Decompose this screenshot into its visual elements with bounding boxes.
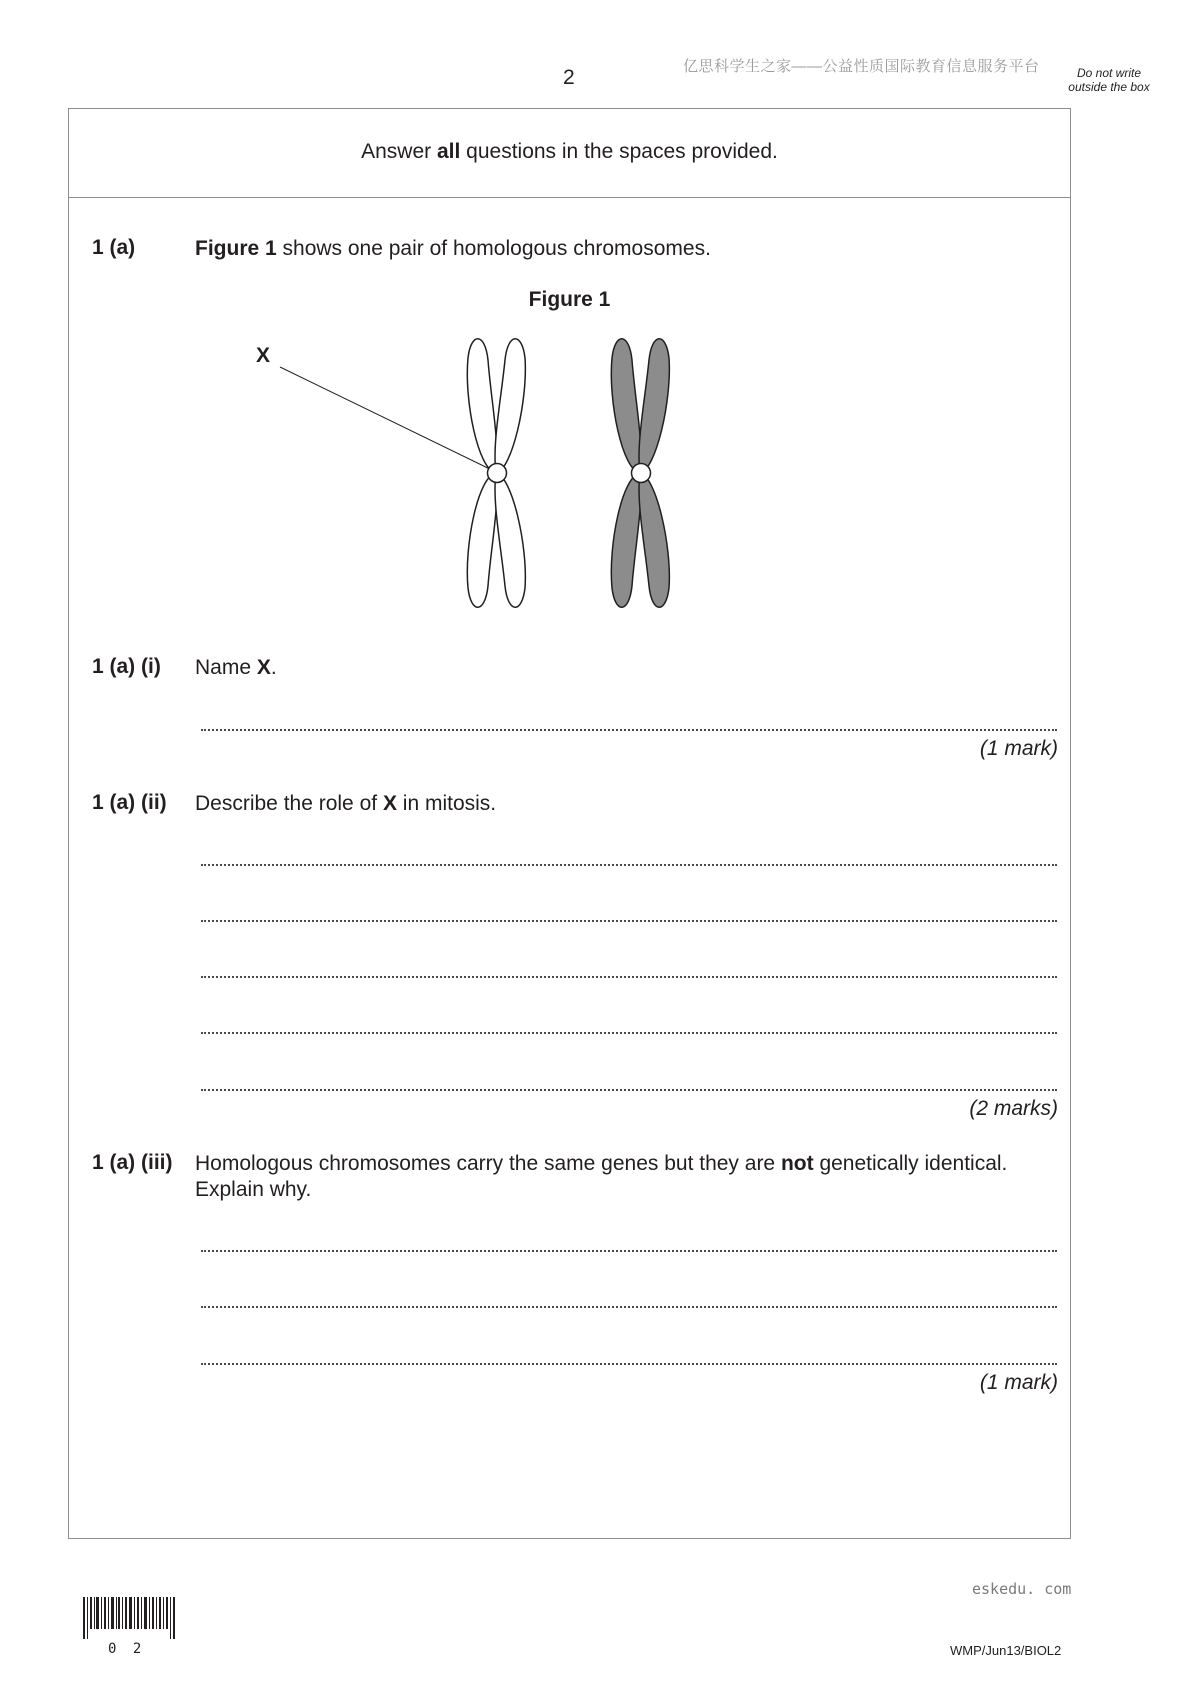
answer-line-1aiii-3[interactable] xyxy=(201,1363,1057,1365)
q1aii-after: in mitosis. xyxy=(396,792,497,815)
answer-line-1aiii-2[interactable] xyxy=(201,1306,1057,1308)
centromere-shaded xyxy=(632,464,651,483)
q1aiii-before: Homologous chromosomes carry the same genes but they are xyxy=(195,1152,781,1175)
q1aiii-text xyxy=(195,1151,1061,1177)
q1aiii-marks: (1 mark) xyxy=(979,1371,1058,1394)
site-watermark: eskedu. com xyxy=(972,1580,1072,1598)
q1ai-number: 1 (a) (i) xyxy=(92,655,161,678)
answer-line-1aiii-1[interactable] xyxy=(201,1250,1057,1252)
answer-line-1aii-5[interactable] xyxy=(201,1089,1057,1091)
q1a-bold: Figure 1 xyxy=(195,237,277,260)
instruction-before: Answer xyxy=(361,140,437,163)
answer-line-1aii-1[interactable] xyxy=(201,864,1057,866)
paper-code: WMP/Jun13/BIOL2 xyxy=(950,1643,1062,1658)
instruction-after: questions in the spaces provided. xyxy=(460,140,778,163)
answer-line-1aii-2[interactable] xyxy=(201,920,1057,922)
q1ai-after: . xyxy=(270,656,277,679)
q1a-rest: shows one pair of homologous chromosomes. xyxy=(276,237,711,260)
q1ai-text xyxy=(195,655,277,681)
instruction-bold: all xyxy=(436,140,461,163)
centromere-unshaded xyxy=(488,464,507,483)
answer-line-1aii-3[interactable] xyxy=(201,976,1057,978)
q1ai-marks: (1 mark) xyxy=(979,737,1058,760)
q1ai-before: Name xyxy=(195,656,257,679)
margin-note: Do not write outside the box xyxy=(1068,66,1150,94)
barcode-digits: 0 2 xyxy=(108,1641,146,1657)
answer-line-1ai[interactable] xyxy=(201,729,1057,731)
figure-label-x: X xyxy=(256,344,271,367)
q1aiii-after: genetically identical. xyxy=(813,1152,1008,1175)
q1aii-text xyxy=(195,791,496,817)
q1a-number: 1 (a) xyxy=(92,236,136,259)
q1aii-number: 1 (a) (ii) xyxy=(92,791,167,814)
label-x-pointer-line xyxy=(280,367,498,473)
q1aii-bold: X xyxy=(382,792,397,815)
figure-title: Figure 1 xyxy=(528,288,611,311)
q1aii-before: Describe the role of xyxy=(195,792,383,815)
q1aii-marks: (2 marks) xyxy=(969,1097,1058,1120)
q1aiii-bold: not xyxy=(780,1152,814,1175)
q1ai-bold: X xyxy=(256,656,271,679)
answer-line-1aii-4[interactable] xyxy=(201,1032,1057,1034)
page-number: 2 xyxy=(563,66,575,89)
q1aiii-line2: Explain why. xyxy=(195,1178,312,1201)
barcode-icon xyxy=(83,1597,177,1639)
q1aiii-number: 1 (a) (iii) xyxy=(92,1151,173,1174)
watermark-text: 亿思科学生之家——公益性质国际教育信息服务平台 xyxy=(683,58,1040,75)
